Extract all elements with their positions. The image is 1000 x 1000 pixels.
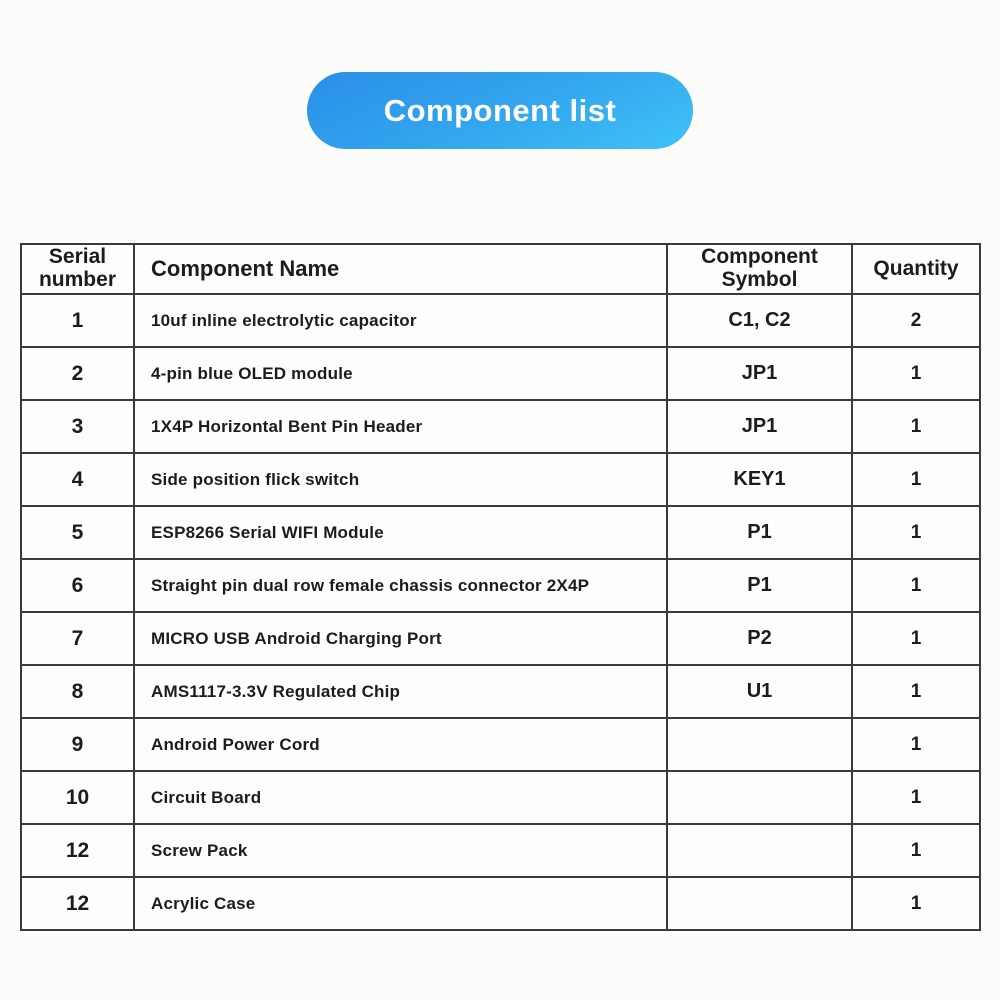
cell-serial-number: 9 <box>21 718 134 771</box>
cell-quantity: 1 <box>852 824 980 877</box>
cell-serial-number: 3 <box>21 400 134 453</box>
component-table <box>20 243 981 931</box>
cell-quantity: 2 <box>852 294 980 347</box>
cell-quantity: 1 <box>852 347 980 400</box>
cell-component-symbol: JP1 <box>667 400 852 453</box>
table-row <box>21 294 980 347</box>
cell-component-symbol: P2 <box>667 612 852 665</box>
cell-component-name: 1X4P Horizontal Bent Pin Header <box>134 400 667 453</box>
cell-serial-number: 6 <box>21 559 134 612</box>
cell-component-symbol: C1, C2 <box>667 294 852 347</box>
table-row <box>21 877 980 930</box>
cell-quantity: 1 <box>852 400 980 453</box>
header-component-name: Component Name <box>134 244 667 294</box>
cell-component-name: Android Power Cord <box>134 718 667 771</box>
table-row <box>21 400 980 453</box>
cell-quantity: 1 <box>852 771 980 824</box>
cell-component-symbol <box>667 824 852 877</box>
cell-serial-number: 12 <box>21 824 134 877</box>
table-row <box>21 506 980 559</box>
cell-component-symbol: P1 <box>667 559 852 612</box>
table-row <box>21 612 980 665</box>
cell-component-name: Circuit Board <box>134 771 667 824</box>
header-quantity: Quantity <box>852 244 980 294</box>
cell-quantity: 1 <box>852 877 980 930</box>
cell-quantity: 1 <box>852 559 980 612</box>
header-serial-number: Serial number <box>21 244 134 294</box>
cell-component-symbol: JP1 <box>667 347 852 400</box>
table-row <box>21 824 980 877</box>
table-row <box>21 771 980 824</box>
cell-component-symbol <box>667 771 852 824</box>
table-row <box>21 718 980 771</box>
cell-quantity: 1 <box>852 612 980 665</box>
table-row <box>21 347 980 400</box>
table-row <box>21 453 980 506</box>
cell-component-name: 4-pin blue OLED module <box>134 347 667 400</box>
cell-component-symbol <box>667 877 852 930</box>
cell-serial-number: 7 <box>21 612 134 665</box>
cell-component-symbol: KEY1 <box>667 453 852 506</box>
cell-quantity: 1 <box>852 453 980 506</box>
cell-serial-number: 5 <box>21 506 134 559</box>
cell-component-name: Straight pin dual row female chassis connector 2X4P <box>134 559 667 612</box>
cell-component-name: 10uf inline electrolytic capacitor <box>134 294 667 347</box>
table-row <box>21 559 980 612</box>
cell-component-name: AMS1117-3.3V Regulated Chip <box>134 665 667 718</box>
cell-serial-number: 2 <box>21 347 134 400</box>
cell-component-name: Screw Pack <box>134 824 667 877</box>
title-pill <box>307 72 693 149</box>
cell-serial-number: 1 <box>21 294 134 347</box>
cell-component-name: Side position flick switch <box>134 453 667 506</box>
cell-component-name: Acrylic Case <box>134 877 667 930</box>
cell-serial-number: 8 <box>21 665 134 718</box>
cell-serial-number: 10 <box>21 771 134 824</box>
table-row <box>21 665 980 718</box>
cell-component-symbol: U1 <box>667 665 852 718</box>
page-title: Component list <box>383 92 617 128</box>
cell-quantity: 1 <box>852 506 980 559</box>
cell-component-symbol <box>667 718 852 771</box>
cell-quantity: 1 <box>852 665 980 718</box>
table-body <box>21 294 980 930</box>
cell-component-name: ESP8266 Serial WIFI Module <box>134 506 667 559</box>
cell-serial-number: 12 <box>21 877 134 930</box>
cell-quantity: 1 <box>852 718 980 771</box>
table-header-row <box>21 244 980 294</box>
cell-component-symbol: P1 <box>667 506 852 559</box>
cell-component-name: MICRO USB Android Charging Port <box>134 612 667 665</box>
header-component-symbol: Component Symbol <box>667 244 852 294</box>
cell-serial-number: 4 <box>21 453 134 506</box>
